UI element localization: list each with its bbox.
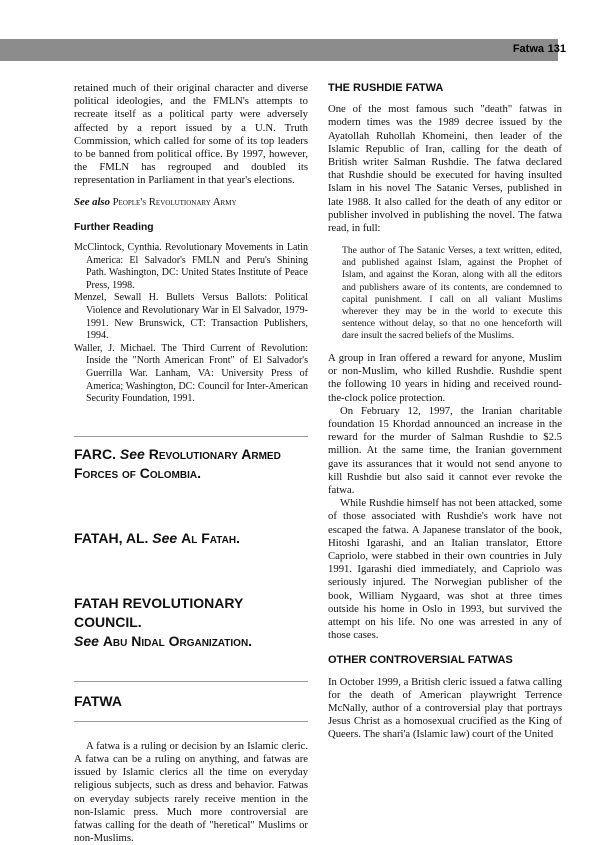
entry-fatah-revolutionary-council bbox=[74, 594, 308, 651]
entry-fatah-al bbox=[74, 529, 308, 548]
entry-see: See bbox=[119, 445, 145, 462]
entry-term: FATAH REVOLUTIONARY COUNCIL. bbox=[74, 594, 244, 630]
entry-farc bbox=[74, 445, 308, 483]
reference-item: Waller, J. Michael. The Third Current of Revolution: Inside the "North American Front" of El Salvador's Guerrilla War. Lanham, VA: University Press of America; Washington, DC: Council for Inter-American Security Foundation, 1991. bbox=[74, 342, 308, 405]
entry-target[interactable]: Al Fatah. bbox=[181, 529, 240, 546]
fatwa-heading: FATWA bbox=[74, 692, 122, 709]
references-list bbox=[74, 242, 308, 406]
see-also-line bbox=[74, 196, 308, 209]
rushdie-paragraph: One of the most famous such "death" fatwas in modern times was the 1989 decree issued by the Ayatollah Ruhollah Khomeini, then leader of the Islamic Republic of Iran, calling for the death of British writer Salman Rushdie. The fatwa declared that Rushdie should be executed for having insulted Islam in his novel The Satanic Verses, published in late 1988. It also called for the death of any editor or publisher involved in publishing the novel. The fatwa read, in full: bbox=[328, 103, 562, 235]
reference-item: Menzel, Sewall H. Bullets Versus Ballots: Political Violence and Revolutionary War in El Salvador, 1979-1991. New Brunswick, CT: Transaction Publishers, 1994. bbox=[74, 292, 308, 342]
see-also-label: See also bbox=[74, 195, 110, 208]
reference-item: McClintock, Cynthia. Revolutionary Movements in Latin America: El Salvador's FMLN and Peru's Shining Path. Washington, DC: United States Institute of Peace Press, 1998. bbox=[74, 242, 308, 291]
fatwa-paragraph: A fatwa is a ruling or decision by an Islamic cleric. A fatwa can be a ruling on anything, and fatwas are issued by Islamic clerics all the time on everyday religious subjects, such as dress and behavior. Fatwas on everyday subjects rarely receive mention in the non-Islamic press. Much more controversial are fatwas calling for the death of "heretical" Muslims or non-Muslims. bbox=[74, 739, 308, 845]
entry-target[interactable]: Abu Nidal Organization. bbox=[102, 632, 253, 649]
fatwa-quote: The author of The Satanic Verses, a text written, edited, and published against Islam, against the Prophet of Islam, and against the Koran, along with all the editors and publishers aware of its contents, are condemned to capital punishment. I call on all valiant Muslims wherever they may be in the world to execute this sentence without delay, so that no one henceforth will dare insult the sacred beliefs of the Muslims. bbox=[342, 245, 562, 341]
section-divider bbox=[74, 681, 308, 682]
further-reading-title: Further Reading bbox=[74, 221, 154, 233]
see-also-target[interactable]: People's Revolutionary Army bbox=[112, 195, 237, 208]
entry-see: See bbox=[152, 529, 178, 546]
entry-term: FARC. bbox=[74, 445, 116, 462]
section-divider bbox=[74, 436, 308, 437]
page-number: 131 bbox=[547, 43, 566, 55]
running-title: Fatwa bbox=[512, 43, 544, 55]
entry-see: See bbox=[74, 632, 99, 649]
october-paragraph: In October 1999, a British cleric issued a fatwa calling for the death of American playwright Terrence McNally, author of a controversial play that portrays Jesus Christ as a homosexual crucified as the King of Queers. The shari'a (Islamic law) court of the United bbox=[328, 675, 562, 741]
running-header-bar bbox=[0, 39, 558, 61]
left-column bbox=[74, 82, 308, 845]
reward-paragraph: A group in Iran offered a reward for anyone, Muslim or non-Muslim, who killed Rushdie. Rushdie spent the following 10 years in hiding and received round-the-clock police protection. bbox=[328, 351, 562, 404]
other-fatwas-heading: OTHER CONTROVERSIAL FATWAS bbox=[328, 654, 513, 667]
rushdie-heading: THE RUSHDIE FATWA bbox=[328, 82, 444, 94]
right-column bbox=[328, 82, 562, 742]
february-paragraph: On February 12, 1997, the Iranian charitable foundation 15 Khordad announced an increase in the reward for the murder of Salman Rushdie to $2.5 million. At the same time, the Iranian government gave its assurances that it would not send anyone to kill Rushdie but also said it cannot ever revoke the fatwa. bbox=[328, 404, 562, 497]
opening-paragraph: retained much of their original character and diverse political ideologies, and the FMLN's attempts to recreate itself as a political party were adversely affected by a report issued by a U.N. Truth Commission, which called for some of its top leaders to be banned from political office. By 1997, however, the FMLN has regrouped and doubled its representation in Parliament in that year's elections. bbox=[74, 82, 308, 187]
entry-target[interactable]: Revolutionary Armed Forces of Colombia. bbox=[74, 445, 281, 481]
while-paragraph: While Rushdie himself has not been attacked, some of those associated with Rushdie's work have not escaped the fatwa. A Japanese translator of the book, Hitoshi Igarashi, and an Italian translator, Ettore Capriolo, were stabbed in their own countries in July 1991. Igarashi died immediately, and Capriolo was seriously injured. The Norwegian publisher of the book, William Nygaard, was shot at three times outside his home in Oslo in 1993, but survived the attempt on his life. No one was arrested in any of those cases. bbox=[328, 497, 562, 642]
entry-term: FATAH, AL. bbox=[74, 529, 149, 546]
